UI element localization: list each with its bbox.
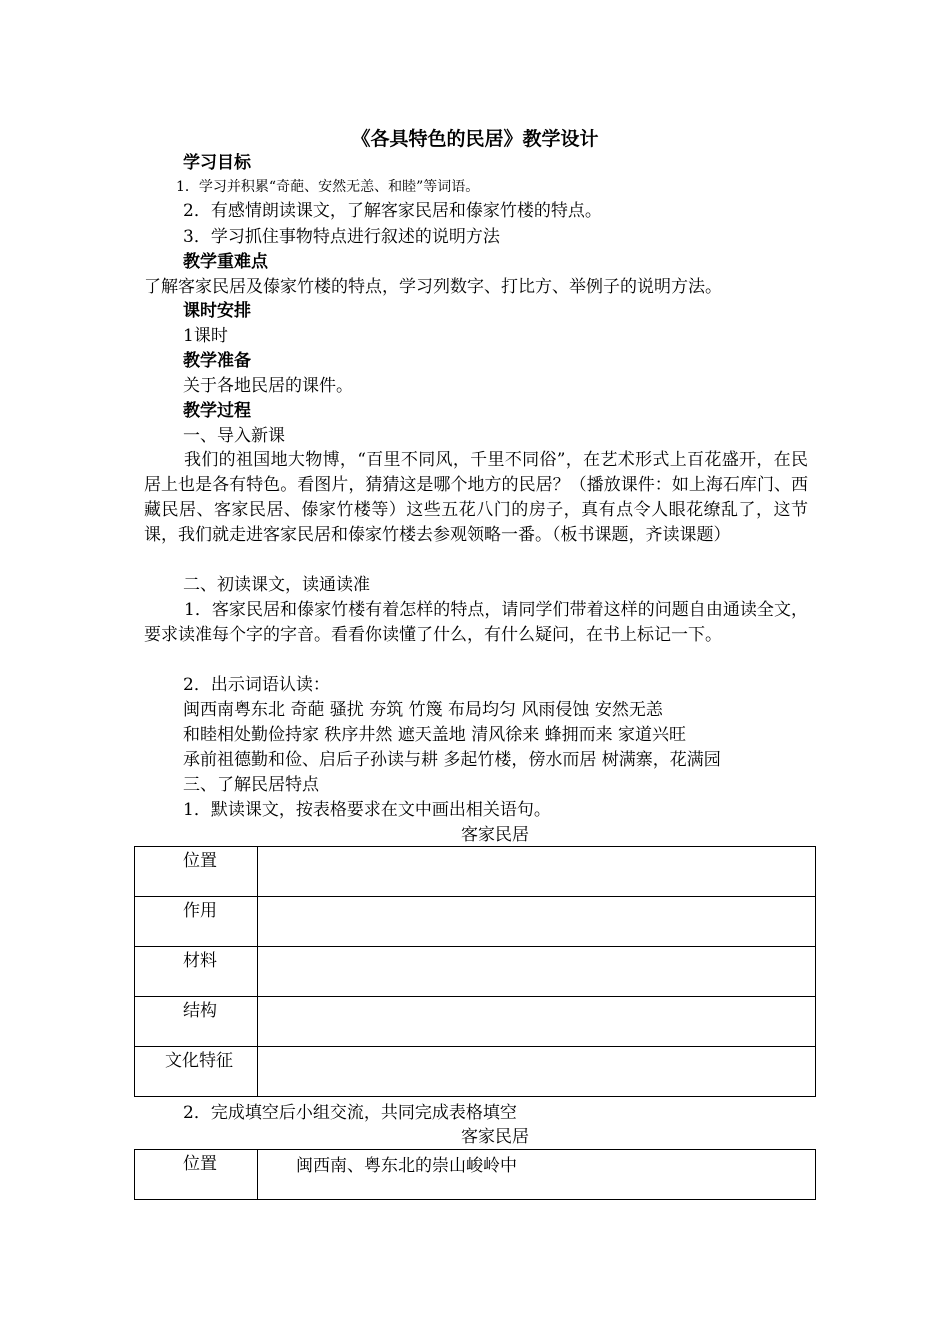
prep-text: 关于各地民居的课件。 (183, 376, 353, 396)
step2-heading: 二、初读课文，读通读准 (183, 575, 370, 595)
step3-heading: 三、了解民居特点 (183, 775, 319, 795)
goal-item: 3．学习抓住事物特点进行叙述的说明方法 (183, 227, 500, 247)
table-value-cell[interactable] (258, 897, 816, 947)
goal-item: 2．有感情朗读课文，了解客家民居和傣家竹楼的特点。 (183, 201, 602, 221)
goal-item: 1．学习并积累“奇葩、安然无恙、和睦”等词语。 (176, 179, 480, 195)
document-title: 《各具特色的民居》教学设计 (351, 128, 599, 150)
table-label-cell: 位置 (135, 847, 258, 897)
table-label-cell: 结构 (135, 997, 258, 1047)
key-text: 了解客家民居及傣家竹楼的特点，学习列数字、打比方、举例子的说明方法。 (144, 277, 722, 297)
table-value-cell[interactable]: 闽西南、粤东北的崇山峻岭中 (258, 1150, 816, 1200)
step2-item-2: 2．出示词语认读： (183, 675, 330, 695)
word-list-line: 和睦相处勤俭持家 秩序井然 遮天盖地 清风徐来 蜂拥而来 家道兴旺 (183, 725, 687, 745)
key-heading: 教学重难点 (183, 252, 268, 272)
table-row (135, 1047, 816, 1097)
time-heading: 课时安排 (183, 301, 251, 321)
word-list-line: 承前祖德勤和俭、启后子孙读与耕 多起竹楼，傍水而居 树满寨，花满园 (183, 750, 721, 770)
step1-heading: 一、导入新课 (183, 426, 285, 446)
table-value-cell[interactable] (258, 847, 816, 897)
table-row (135, 947, 816, 997)
step3-item-2: 2．完成填空后小组交流，共同完成表格填空 (183, 1103, 517, 1123)
table-value-cell[interactable] (258, 1047, 816, 1097)
table-label-cell: 材料 (135, 947, 258, 997)
table-value-cell[interactable] (258, 997, 816, 1047)
table-row (135, 1150, 816, 1200)
table-value-cell[interactable] (258, 947, 816, 997)
step2-item-1: 1．客家民居和傣家竹楼有着怎样的特点，请同学们带着这样的问题自由通读全文，要求读准每个字的字音。看看你读懂了什么，有什么疑问，在书上标记一下。 (144, 600, 808, 645)
table-row (135, 997, 816, 1047)
process-heading: 教学过程 (183, 401, 251, 421)
table-label-cell: 文化特征 (135, 1047, 258, 1097)
step1-paragraph: 我们的祖国地大物博，“百里不同风，千里不同俗”，在艺术形式上百花盛开，在民居上也是各有特色。看图片，猜猜这是哪个地方的民居？（播放课件：如上海石库门、西藏民居、客家民居、傣家竹楼等）这些五花八门的房子，真有点令人眼花缭乱了，这节课，我们就走进客家民居和傣家竹楼去参观领略一番。（板书课题，齐读课题） (144, 450, 808, 545)
time-text: 1课时 (183, 326, 228, 346)
prep-heading: 教学准备 (183, 351, 251, 371)
goals-heading: 学习目标 (183, 153, 251, 173)
table1-caption: 客家民居 (461, 825, 529, 845)
table-hakka-blank (134, 846, 816, 1097)
word-list-line: 闽西南粤东北 奇葩 骚扰 夯筑 竹篾 布局均匀 风雨侵蚀 安然无恙 (183, 700, 663, 720)
step3-item-1: 1．默读课文，按表格要求在文中画出相关语句。 (183, 800, 551, 820)
table-label-cell: 位置 (135, 1150, 258, 1200)
table-row (135, 897, 816, 947)
table-label-cell: 作用 (135, 897, 258, 947)
table2-caption: 客家民居 (461, 1127, 529, 1147)
table-row (135, 847, 816, 897)
table-hakka-filled (134, 1149, 816, 1200)
